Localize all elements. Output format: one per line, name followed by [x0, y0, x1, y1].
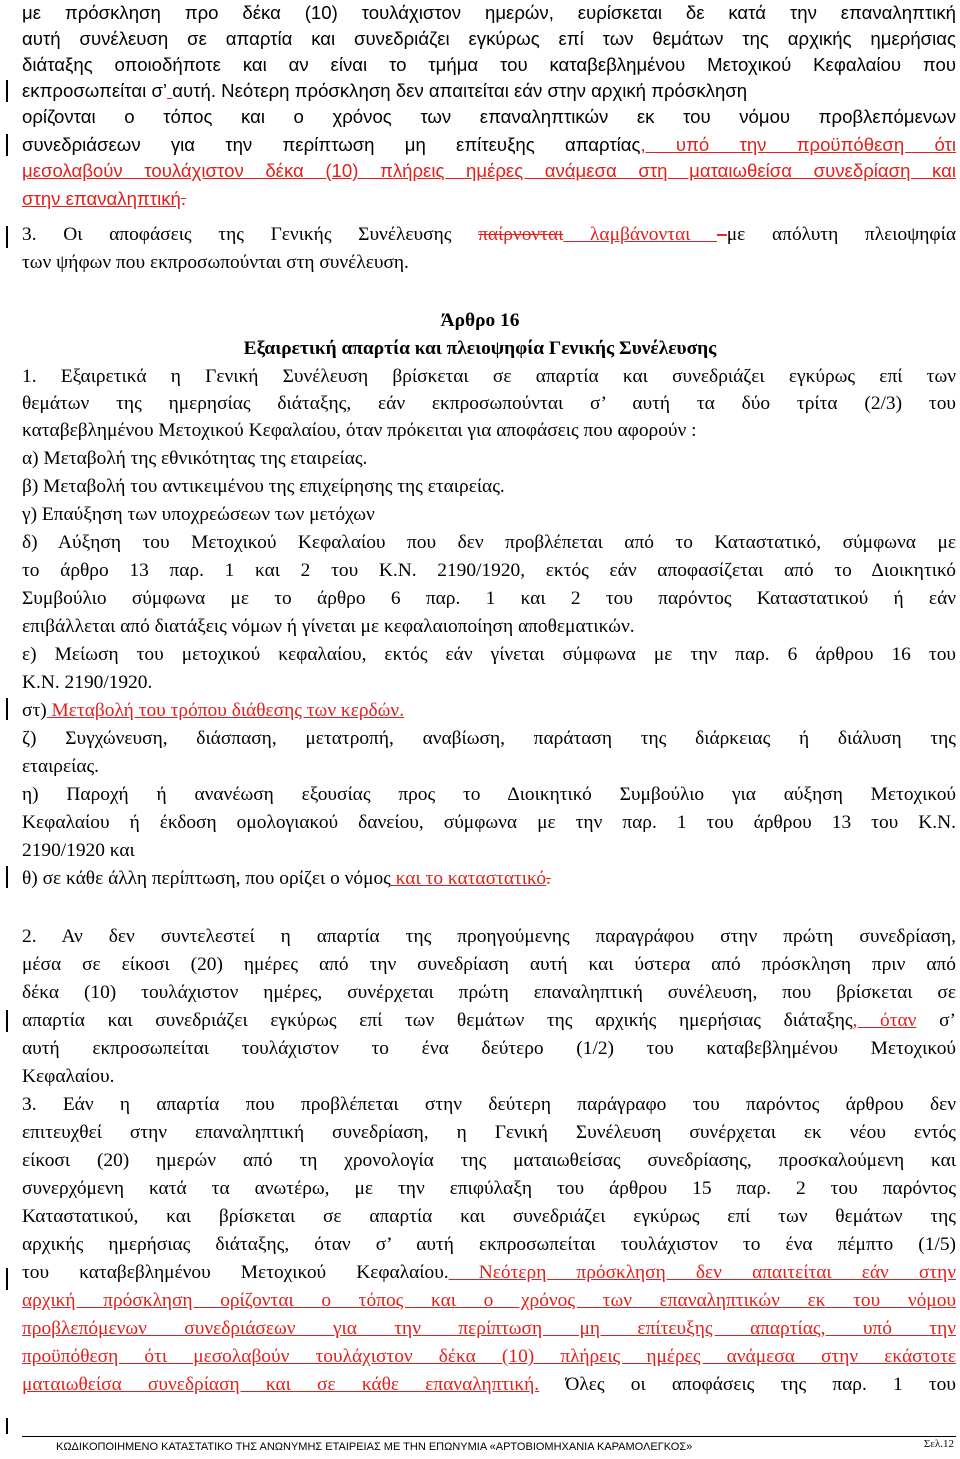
list-item: ζ) Συγχώνευση, διάσπαση, μετατροπή, αναβίωση, παράταση της διάρκειας ή διάλυση της [22, 728, 956, 749]
paragraph-line: 1. Εξαιρετικά η Γενική Συνέλευση βρίσκεται σε απαρτία και συνεδριάζει εγκύρως επί των [22, 366, 956, 387]
paragraph-line: ορίζονται ο τόπος και ο χρόνος των επαναληπτικών εκ του νόμου προβλεπόμενων [22, 106, 956, 127]
paragraph-line: απαρτία και συνεδριάζει εγκύρως επί των θεμάτων της αρχικής ημερήσιας διάταξης, όταν σ’ [22, 1010, 956, 1031]
inserted-text: προϋπόθεση ότι μεσολαβούν τουλάχιστον δέκα (10) πλήρεις ημέρες ανάμεσα στην εκάστοτε [22, 1346, 956, 1367]
list-item: α) Μεταβολή της εθνικότητας της εταιρείας. [22, 448, 368, 469]
paragraph-line: Καταστατικού, και βρίσκεται σε απαρτία και συνεδριάζει εγκύρως επί των θεμάτων της [22, 1206, 956, 1227]
paragraph-line: το άρθρο 13 παρ. 1 και 2 του Κ.Ν. 2190/1920, εκτός εάν αποφασίζεται από το Διοικητικό [22, 560, 956, 581]
paragraph-line: θεμάτων της ημερησίας διάταξης, εάν εκπροσωπούνται σ’ αυτή τα δύο τρίτα (2/3) του [22, 393, 956, 414]
revision-bar [6, 80, 8, 102]
list-item: η) Παροχή ή ανανέωση εξουσίας προς το Διοικητικό Συμβούλιο για αύξηση Μετοχικού [22, 784, 956, 805]
deleted-text: . [180, 188, 187, 209]
paragraph-line: αυτή εκπροσωπείται τουλάχιστον το ένα δεύτερο (1/2) του καταβεβλημένου Μετοχικού [22, 1038, 956, 1059]
inserted-text: μεσολαβούν τουλάχιστον δέκα (10) πλήρεις ημέρες ανάμεσα στη ματαιωθείσα συνεδρίαση και [22, 160, 956, 181]
list-item: στ) Μεταβολή του τρόπου διάθεσης των κερδών. [22, 700, 405, 721]
revision-bar [6, 1010, 8, 1032]
list-item: θ) σε κάθε άλλη περίπτωση, που ορίζει ο νόμος και το καταστατικό. [22, 868, 551, 889]
inserted-text: , υπό την προϋπόθεση ότι [640, 134, 956, 155]
revision-bar [6, 1268, 8, 1290]
inserted-text: Νεότερη πρόσκληση δεν απαιτείται εάν στην [448, 1262, 956, 1283]
revision-bar [6, 1418, 8, 1434]
paragraph-line: αυτή συνέλευση σε απαρτία και συνεδριάζει εγκύρως επί των θεμάτων της αρχικής ημερήσιας [22, 28, 956, 49]
paragraph-line: επιτευχθεί στην επαναληπτική συνεδρίαση, η Γενική Συνέλευση συνέρχεται εκ νέου εντός [22, 1122, 956, 1143]
paragraph-line [22, 186, 956, 212]
footer-divider [22, 1436, 956, 1437]
paragraph-line: συνερχόμενη κατά τα ανωτέρω, με την επιφύλαξη του άρθρου 15 παρ. 2 του παρόντος [22, 1178, 956, 1199]
paragraph-line: καταβεβλημένου Μετοχικού Κεφαλαίου, όταν πρόκειται για αποφάσεις που αφορούν : [22, 420, 697, 441]
paragraph-line: Συμβούλιο σύμφωνα με το άρθρο 6 παρ. 1 και 2 του παρόντος Καταστατικού ή εάν [22, 588, 956, 609]
paragraph-line: Κεφαλαίου. [22, 1066, 115, 1087]
article-number: Άρθρο 16 [440, 310, 520, 331]
paragraph-line: διάταξης οποιοδήποτε και αν είναι το τμήμα του καταβεβλημένου Μετοχικού Κεφαλαίου που [22, 54, 956, 75]
article-title: Εξαιρετική απαρτία και πλειοψηφία Γενικής Συνέλευσης [243, 338, 717, 359]
paragraph-line: των ψήφων που εκπροσωπούνται στη συνέλευση. [22, 252, 409, 273]
paragraph-line: ματαιωθείσα συνεδρίαση και σε κάθε επαναληπτική. Όλες οι αποφάσεις της παρ. 1 του [22, 1374, 956, 1395]
footer-title: ΚΩΔΙΚΟΠΟΙΗΜΕΝΟ ΚΑΤΑΣΤΑΤΙΚΟ ΤΗΣ ΑΝΩΝΥΜΗΣ ΕΤΑΙΡΕΙΑΣ ΜΕ ΤΗΝ ΕΠΩΝΥΜΙΑ «ΑΡΤΟΒΙΟΜΗΧΑΝΙΑ ΚΑΡΑΜΟΛΕΓΚΟΣ» [56, 1441, 693, 1453]
inserted-text: προβλεπόμενων συνεδριάσεων για την περίπτωση μη επίτευξης απαρτίας, υπό την [22, 1318, 956, 1339]
paragraph-line: Κεφαλαίου ή έκδοση ομολογιακού δανείου, σύμφωνα με την παρ. 1 του άρθρου 13 του Κ.Ν. [22, 812, 956, 833]
revision-bar [6, 134, 8, 156]
revision-bar [6, 698, 8, 720]
paragraph-line: με πρόσκληση προ δέκα (10) τουλάχιστον ημερών, ευρίσκεται δε κατά την επαναληπτική [22, 2, 956, 23]
paragraph-line: συνεδριάσεων για την περίπτωση μη επίτευξης απαρτίας, υπό την προϋπόθεση ότι [22, 134, 956, 155]
inserted-text: ματαιωθείσα συνεδρίαση και σε κάθε επαναληπτική. [22, 1374, 540, 1395]
list-item: ε) Μείωση του μετοχικού κεφαλαίου, εκτός εάν γίνεται σύμφωνα με την παρ. 6 άρθρου 16 του [22, 644, 956, 665]
inserted-text: λαμβάνονται [563, 224, 718, 245]
inserted-text: Μεταβολή του τρόπου διάθεσης των κερδών. [46, 700, 405, 721]
deleted-text: παίρνονται [478, 224, 564, 245]
paragraph-line: του καταβεβλημένου Μετοχικού Κεφαλαίου. Νεότερη πρόσκληση δεν απαιτείται εάν στην [22, 1262, 956, 1283]
list-item: β) Μεταβολή του αντικειμένου της επιχείρησης της εταιρείας. [22, 476, 505, 497]
paragraph-line: εταιρείας. [22, 756, 100, 777]
inserted-text: και το καταστατικό [390, 868, 547, 889]
paragraph-line: Κ.Ν. 2190/1920. [22, 672, 153, 693]
list-item: γ) Επαύξηση των υποχρεώσεων των μετόχων [22, 504, 375, 525]
paragraph-line: μέσα σε είκοσι (20) ημέρες από την συνεδρίαση αυτή και ύστερα από πρόσκληση πριν από [22, 954, 956, 975]
revision-bar [6, 226, 8, 248]
paragraph-line: 2. Αν δεν συντελεστεί η απαρτία της προηγούμενης παραγράφου στην πρώτη συνεδρίαση, [22, 926, 956, 947]
paragraph-line: 3. Οι αποφάσεις της Γενικής Συνέλευσης παίρνονται λαμβάνονται –με απόλυτη πλειοψηφία [22, 224, 956, 245]
inserted-text: αρχική πρόσκληση ορίζονται ο τόπος και ο χρόνος των επαναληπτικών εκ του νόμου [22, 1290, 956, 1311]
paragraph-line: δέκα (10) τουλάχιστον ημέρες, συνέρχεται πρώτη επαναληπτική συνέλευση, που βρίσκεται σε [22, 982, 956, 1003]
paragraph-line: εκπροσωπείται σ’ αυτή. Νεότερη πρόσκληση δεν απαιτείται εάν στην αρχική πρόσκληση [22, 80, 748, 101]
paragraph-line: είκοσι (20) ημερών από τη χρονολογία της ματαιωθείσας συνεδρίασης, προσκαλούμενη και [22, 1150, 956, 1171]
paragraph-line: αρχικής ημερήσιας διάταξης, όταν σ’ αυτή εκπροσωπείται τουλάχιστον το ένα πέμπτο (1/5) [22, 1234, 956, 1255]
paragraph-line: 2190/1920 και [22, 840, 135, 861]
inserted-text: στην επαναληπτική [22, 188, 181, 209]
revision-bar [6, 866, 8, 888]
deleted-text: . [546, 868, 551, 889]
paragraph-line: 3. Εάν η απαρτία που προβλέπεται στην δεύτερη παράγραφο του παρόντος άρθρου δεν [22, 1094, 956, 1115]
paragraph-line: επιβάλλεται από διατάξεις νόμων ή γίνεται με κεφαλαιοποίηση αποθεματικών. [22, 616, 635, 637]
inserted-text: , όταν [852, 1010, 917, 1031]
page-number: Σελ.12 [923, 1438, 954, 1450]
list-item: δ) Αύξηση του Μετοχικού Κεφαλαίου που δεν προβλέπεται από το Καταστατικό, σύμφωνα με [22, 532, 956, 553]
